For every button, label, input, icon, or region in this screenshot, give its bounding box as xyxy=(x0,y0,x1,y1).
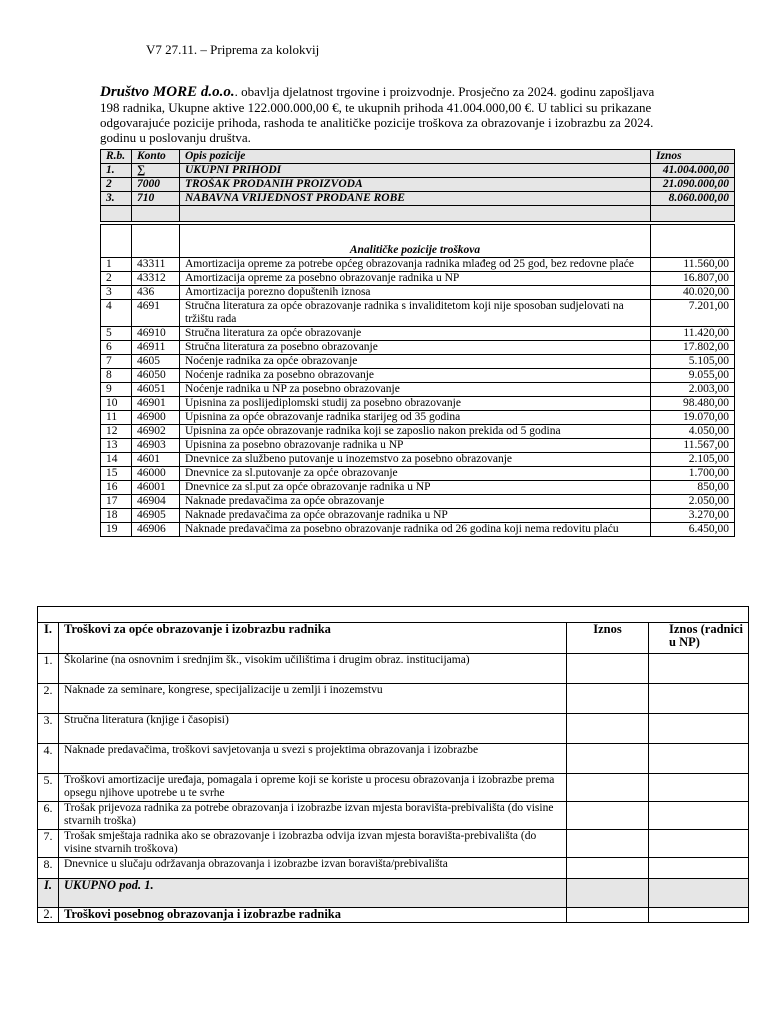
header-iznos: Iznos xyxy=(651,150,735,164)
table-row xyxy=(101,425,735,439)
item-konto: 46001 xyxy=(132,481,180,495)
item-opis: Upisnina za posebno obrazovanje radnika u NP xyxy=(180,439,651,453)
item-rb: 12 xyxy=(101,425,132,439)
item-iznos: 6.450,00 xyxy=(651,523,735,537)
summary-rb: 1. xyxy=(101,164,132,178)
table-row xyxy=(101,383,735,397)
item-rb: 14 xyxy=(101,453,132,467)
item-rb: 19 xyxy=(101,523,132,537)
item-rb: 13 xyxy=(101,439,132,453)
list-item xyxy=(38,744,749,774)
iznos-cell[interactable] xyxy=(567,744,649,774)
item-iznos: 11.567,00 xyxy=(651,439,735,453)
item-opis: Stručna literatura za posebno obrazovanje xyxy=(180,341,651,355)
table-row xyxy=(101,467,735,481)
list-item xyxy=(38,654,749,684)
table-row xyxy=(101,286,735,300)
summary-iznos: 41.004.000,00 xyxy=(651,164,735,178)
special-iznos-cell[interactable] xyxy=(567,908,649,923)
item-iznos: 98.480,00 xyxy=(651,397,735,411)
header-konto: Konto xyxy=(132,150,180,164)
row-number: 5. xyxy=(38,774,59,802)
section-title: Troškovi za opće obrazovanje i izobrazbu radnika xyxy=(59,623,567,654)
intro-text: . obavlja djelatnost trgovine i proizvodnje. Prosječno za 2024. godinu zapošljava 198 radnika, Ukupne aktive 122.000.000,00 €, te ukupnih prihoda 41.004.000,00 €. U tablici su prikazane odgovarajuće pozicije prihoda, rashoda te analitičke pozicije troškova za obrazovanje i izobrazbu za 2024. godinu u poslovanju društva. xyxy=(100,84,655,145)
summary-konto: ∑ xyxy=(132,164,180,178)
item-konto: 46904 xyxy=(132,495,180,509)
blank-row xyxy=(101,206,735,222)
list-item xyxy=(38,714,749,744)
iznos-cell[interactable] xyxy=(567,654,649,684)
item-konto: 46051 xyxy=(132,383,180,397)
table-row xyxy=(101,258,735,272)
item-opis: Noćenje radnika u NP za posebno obrazovanje xyxy=(180,383,651,397)
item-rb: 7 xyxy=(101,355,132,369)
item-konto: 46906 xyxy=(132,523,180,537)
column-iznos: Iznos xyxy=(567,623,649,654)
item-iznos: 9.055,00 xyxy=(651,369,735,383)
item-rb: 10 xyxy=(101,397,132,411)
table-row xyxy=(101,341,735,355)
row-description: Trošak prijevoza radnika za potrebe obrazovanja i izobrazbe izvan mjesta boravišta-prebivališta (do visine stvarnih troška) xyxy=(59,802,567,830)
iznos-np-cell[interactable] xyxy=(649,802,749,830)
item-opis: Naknade predavačima za posebno obrazovanje radnika od 26 godina koji nema redovitu plaću xyxy=(180,523,651,537)
table-row xyxy=(101,453,735,467)
accounts-header-row xyxy=(101,150,735,164)
item-konto: 46911 xyxy=(132,341,180,355)
item-rb: 4 xyxy=(101,300,132,327)
item-iznos: 850,00 xyxy=(651,481,735,495)
item-konto: 43311 xyxy=(132,258,180,272)
iznos-cell[interactable] xyxy=(567,714,649,744)
table-top-row xyxy=(38,607,749,623)
table-row xyxy=(101,495,735,509)
item-opis: Amortizacija opreme za potrebe općeg obrazovanja radnika mlađeg od 25 god, bez redovne plaće xyxy=(180,258,651,272)
row-description: Troškovi amortizacije uređaja, pomagala i opreme koji se koriste u procesu obrazovanja i izobrazbe prema opsegu njihove upotrebe u te svrhe xyxy=(59,774,567,802)
item-rb: 18 xyxy=(101,509,132,523)
item-opis: Stručna literatura za opće obrazovanje radnika s invaliditetom koji nije sposoban sudjelovati na tržištu rada xyxy=(180,300,651,327)
iznos-np-cell[interactable] xyxy=(649,744,749,774)
item-konto: 46902 xyxy=(132,425,180,439)
item-konto: 46050 xyxy=(132,369,180,383)
row-description: Naknade predavačima, troškovi savjetovanja u svezi s projektima obrazovanja i izobrazbe xyxy=(59,744,567,774)
accounts-table xyxy=(100,149,735,537)
item-iznos: 40.020,00 xyxy=(651,286,735,300)
iznos-cell[interactable] xyxy=(567,774,649,802)
item-opis: Upisnina za opće obrazovanje radnika koji se zaposlio nakon prekida od 5 godina xyxy=(180,425,651,439)
summary-opis: TROŠAK PRODANIH PROIZVODA xyxy=(180,178,651,192)
row-number: 7. xyxy=(38,830,59,858)
row-description: Dnevnice u slučaju održavanja obrazovanja i izobrazbe izvan boravišta/prebivališta xyxy=(59,858,567,879)
table-row xyxy=(101,439,735,453)
item-opis: Amortizacija opreme za posebno obrazovanje radnika u NP xyxy=(180,272,651,286)
item-iznos: 17.802,00 xyxy=(651,341,735,355)
list-item xyxy=(38,858,749,879)
list-item xyxy=(38,830,749,858)
item-iznos: 2.003,00 xyxy=(651,383,735,397)
analytic-title-row xyxy=(101,225,735,258)
total-iznos-np-cell[interactable] xyxy=(649,879,749,908)
table-row xyxy=(101,272,735,286)
item-opis: Naknade predavačima za opće obrazovanje xyxy=(180,495,651,509)
summary-rb: 3. xyxy=(101,192,132,206)
item-konto: 4605 xyxy=(132,355,180,369)
iznos-cell[interactable] xyxy=(567,858,649,879)
item-konto: 43312 xyxy=(132,272,180,286)
iznos-np-cell[interactable] xyxy=(649,774,749,802)
item-konto: 46910 xyxy=(132,327,180,341)
education-costs-table xyxy=(37,606,749,923)
item-iznos: 7.201,00 xyxy=(651,300,735,327)
row-number: 1. xyxy=(38,654,59,684)
table-row xyxy=(101,523,735,537)
iznos-np-cell[interactable] xyxy=(649,858,749,879)
summary-opis: NABAVNA VRIJEDNOST PRODANE ROBE xyxy=(180,192,651,206)
row-description: Stručna literatura (knjige i časopisi) xyxy=(59,714,567,744)
table-row xyxy=(101,355,735,369)
iznos-np-cell[interactable] xyxy=(649,830,749,858)
item-opis: Noćenje radnika za posebno obrazovanje xyxy=(180,369,651,383)
intro-paragraph xyxy=(100,84,670,145)
item-opis: Stručna literatura za opće obrazovanje xyxy=(180,327,651,341)
summary-row xyxy=(101,164,735,178)
summary-konto: 710 xyxy=(132,192,180,206)
item-rb: 6 xyxy=(101,341,132,355)
table-row xyxy=(101,369,735,383)
item-opis: Dnevnice za sl.put za opće obrazovanje radnika u NP xyxy=(180,481,651,495)
row-number: 4. xyxy=(38,744,59,774)
iznos-cell[interactable] xyxy=(567,684,649,714)
item-konto: 46905 xyxy=(132,509,180,523)
item-iznos: 19.070,00 xyxy=(651,411,735,425)
row-number: 8. xyxy=(38,858,59,879)
summary-row xyxy=(101,192,735,206)
item-rb: 2 xyxy=(101,272,132,286)
summary-iznos: 21.090.000,00 xyxy=(651,178,735,192)
item-konto: 46901 xyxy=(132,397,180,411)
summary-opis: UKUPNI PRIHODI xyxy=(180,164,651,178)
page-header: V7 27.11. – Priprema za kolokvij xyxy=(146,42,320,57)
row-description: Trošak smještaja radnika ako se obrazovanje i izobrazba odvija izvan mjesta boravišta-prebivališta (do visine stvarnih troškova) xyxy=(59,830,567,858)
iznos-np-cell[interactable] xyxy=(649,714,749,744)
item-iznos: 5.105,00 xyxy=(651,355,735,369)
table-row xyxy=(101,327,735,341)
table-row xyxy=(101,481,735,495)
row-number: 2. xyxy=(38,684,59,714)
item-konto: 46900 xyxy=(132,411,180,425)
row-description: Naknade za seminare, kongrese, specijalizacije u zemlji i inozemstvu xyxy=(59,684,567,714)
iznos-np-cell[interactable] xyxy=(649,654,749,684)
item-rb: 16 xyxy=(101,481,132,495)
item-iznos: 11.420,00 xyxy=(651,327,735,341)
item-rb: 5 xyxy=(101,327,132,341)
summary-iznos: 8.060.000,00 xyxy=(651,192,735,206)
special-title: Troškovi posebnog obrazovanja i izobrazbe radnika xyxy=(59,908,567,923)
item-konto: 436 xyxy=(132,286,180,300)
item-rb: 8 xyxy=(101,369,132,383)
iznos-np-cell[interactable] xyxy=(649,684,749,714)
item-opis: Upisnina za poslijediplomski studij za posebno obrazovanje xyxy=(180,397,651,411)
item-iznos: 1.700,00 xyxy=(651,467,735,481)
company-name: Društvo MORE d.o.o. xyxy=(100,84,235,100)
list-item xyxy=(38,774,749,802)
column-iznos-np: Iznos (radnici u NP) xyxy=(649,623,749,654)
item-opis: Upisnina za opće obrazovanje radnika starijeg od 35 godina xyxy=(180,411,651,425)
item-rb: 9 xyxy=(101,383,132,397)
item-iznos: 3.270,00 xyxy=(651,509,735,523)
list-item xyxy=(38,684,749,714)
item-konto: 4691 xyxy=(132,300,180,327)
table-row xyxy=(101,300,735,327)
item-rb: 11 xyxy=(101,411,132,425)
item-rb: 3 xyxy=(101,286,132,300)
iznos-cell[interactable] xyxy=(567,802,649,830)
total-row xyxy=(38,879,749,908)
table-row xyxy=(101,411,735,425)
item-opis: Dnevnice za sl.putovanje za opće obrazovanje xyxy=(180,467,651,481)
special-iznos-np-cell[interactable] xyxy=(649,908,749,923)
item-konto: 4601 xyxy=(132,453,180,467)
header-rb: R.b. xyxy=(101,150,132,164)
item-iznos: 16.807,00 xyxy=(651,272,735,286)
table-row xyxy=(101,397,735,411)
item-konto: 46000 xyxy=(132,467,180,481)
special-number: 2. xyxy=(38,908,59,923)
item-rb: 15 xyxy=(101,467,132,481)
summary-konto: 7000 xyxy=(132,178,180,192)
table-row xyxy=(101,509,735,523)
item-rb: 1 xyxy=(101,258,132,272)
special-costs-row xyxy=(38,908,749,923)
item-rb: 17 xyxy=(101,495,132,509)
item-konto: 46903 xyxy=(132,439,180,453)
summary-rb: 2 xyxy=(101,178,132,192)
item-iznos: 11.560,00 xyxy=(651,258,735,272)
total-iznos-cell[interactable] xyxy=(567,879,649,908)
total-number: I. xyxy=(38,879,59,908)
total-label: UKUPNO pod. 1. xyxy=(59,879,567,908)
row-description: Školarine (na osnovnim i srednjim šk., visokim učilištima i drugim obraz. institucijama) xyxy=(59,654,567,684)
item-opis: Naknade predavačima za opće obrazovanje radnika u NP xyxy=(180,509,651,523)
summary-row xyxy=(101,178,735,192)
row-number: 3. xyxy=(38,714,59,744)
section-number: I. xyxy=(38,623,59,654)
list-item xyxy=(38,802,749,830)
iznos-cell[interactable] xyxy=(567,830,649,858)
item-opis: Amortizacija porezno dopuštenih iznosa xyxy=(180,286,651,300)
item-iznos: 2.105,00 xyxy=(651,453,735,467)
item-iznos: 2.050,00 xyxy=(651,495,735,509)
general-costs-header xyxy=(38,623,749,654)
item-opis: Dnevnice za službeno putovanje u inozemstvo za posebno obrazovanje xyxy=(180,453,651,467)
item-iznos: 4.050,00 xyxy=(651,425,735,439)
analytic-title: Analitičke pozicije troškova xyxy=(180,225,651,258)
item-opis: Noćenje radnika za opće obrazovanje xyxy=(180,355,651,369)
row-number: 6. xyxy=(38,802,59,830)
header-opis: Opis pozicije xyxy=(180,150,651,164)
